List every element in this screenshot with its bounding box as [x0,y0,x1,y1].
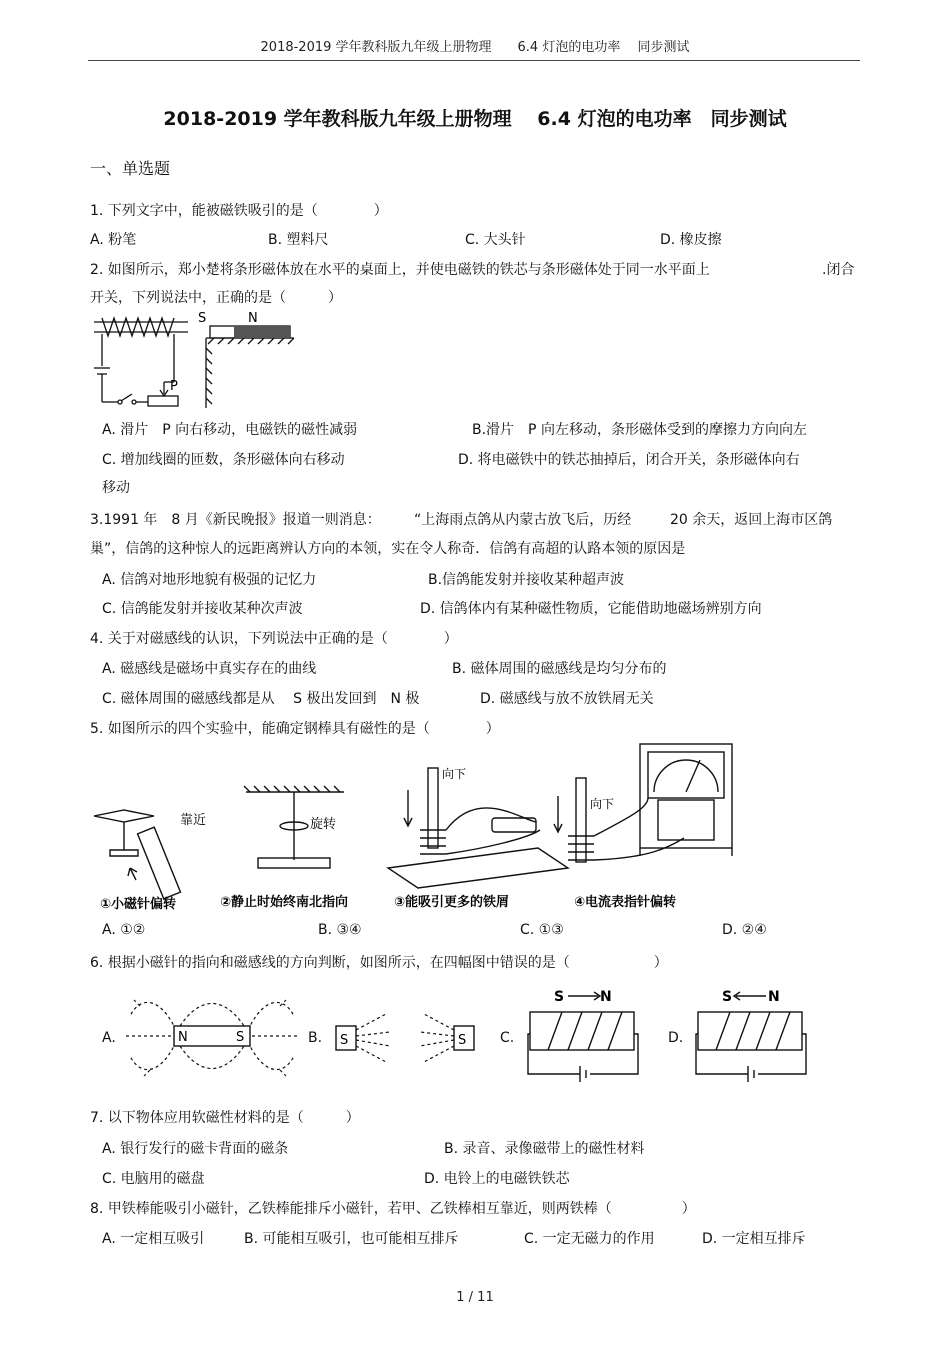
question-3-stem-part2: “上海雨点鸽从内蒙古放飞后，历经 [414,512,632,528]
q5-option-c: C. ①③ [520,922,564,938]
q6-option-a-label: A. [102,1030,116,1046]
q6c-n-label: N [600,989,612,1005]
question-3-stem-part3: 20 余天，返回上海市区鸽 [670,512,833,528]
q2-s-label: S [198,311,207,326]
question-6-stem: 6. 根据小磁针的指向和磁感线的方向判断，如图所示，在四幅图中错误的是（ ） [90,955,668,971]
q6b-s1-label: S [340,1033,349,1048]
question-1-stem: 1. 下列文字中，能被磁铁吸引的是（ ） [90,203,388,219]
question-2-stem-line1: 2. 如图所示，郑小楚将条形磁体放在水平的桌面上，并使电磁铁的铁芯与条形磁体处于同一水平面上 [90,262,710,278]
q6d-n-label: N [768,989,780,1005]
q1-option-c: C. 大头针 [465,232,526,248]
q6-figure-c [524,984,644,1088]
section-heading: 一、单选题 [90,159,171,178]
q5-option-a: A. ①② [102,922,146,938]
q5-option-d: D. ②④ [722,922,767,938]
q3-option-d: D. 信鸽体内有某种磁性物质，它能借助地磁场辨别方向 [420,601,762,617]
q6-option-c-label: C. [500,1030,515,1046]
question-5-stem: 5. 如图所示的四个实验中，能确定钢棒具有磁性的是（ ） [90,721,500,737]
q5-caption-2: ②静止时始终南北指向 [220,895,349,910]
q4-option-c: C. 磁体周围的磁感线都是从 S 极出发回到 N 极 [102,691,420,707]
q3-option-b: B.信鸽能发射并接收某种超声波 [428,572,625,588]
page-title: 2018-2019 学年教科版九年级上册物理 6.4 灯泡的电功率 同步测试 [163,108,787,130]
q7-option-a: A. 银行发行的磁卡背面的磁条 [102,1141,289,1157]
q6a-n-label: N [178,1030,188,1045]
q3-option-c: C. 信鸽能发射并接收某种次声波 [102,601,303,617]
q5-down2-label: 向下 [590,797,615,811]
question-4-stem: 4. 关于对磁感线的认识，下列说法中正确的是（ ） [90,631,458,647]
q5-down1-label: 向下 [442,767,467,781]
q2-option-d: D. 将电磁铁中的铁芯抽掉后，闭合开关，条形磁体向右 [458,452,800,468]
question-3-stem-line2: 巢”，信鸽的这种惊人的远距离辨认方向的本领，实在令人称奇．信鸽有高超的认路本领的原因是 [90,541,686,557]
q1-option-d: D. 橡皮擦 [660,232,722,248]
q7-option-c: C. 电脑用的磁盘 [102,1171,205,1187]
q6-figure-a [120,986,304,1086]
q5-option-b: B. ③④ [318,922,362,938]
q1-option-b: B. 塑料尺 [268,232,329,248]
q5-caption-1: ①小磁针偏转 [100,897,177,912]
q2-p-label: P [170,379,178,394]
q2-electromagnet-figure [88,308,300,412]
page-number: 1 / 11 [456,1290,494,1305]
q5-near-label: 靠近 [180,813,207,828]
header-divider [88,60,860,61]
q8-option-b: B. 可能相互吸引，也可能相互排斥 [244,1231,459,1247]
q6d-s-label: S [722,989,733,1005]
q5-rotate-label: 旋转 [310,817,337,832]
q6a-s-label: S [236,1030,245,1045]
q5-caption-3: ③能吸引更多的铁屑 [394,895,510,910]
q2-option-c: C. 增加线圈的匝数，条形磁体向右移动 [102,452,345,468]
q7-option-b: B. 录音、录像磁带上的磁性材料 [444,1141,645,1157]
q8-option-d: D. 一定相互排斥 [702,1231,806,1247]
q6-option-b-label: B. [308,1030,323,1046]
q7-option-d: D. 电铃上的电磁铁铁芯 [424,1171,570,1187]
q4-option-d: D. 磁感线与放不放铁屑无关 [480,691,654,707]
q8-option-c: C. 一定无磁力的作用 [524,1231,655,1247]
q6c-s-label: S [554,989,565,1005]
q8-option-a: A. 一定相互吸引 [102,1231,205,1247]
q3-option-a: A. 信鸽对地形地貌有极强的记忆力 [102,572,317,588]
page-header: 2018-2019 学年教科版九年级上册物理 6.4 灯泡的电功率 同步测试 [260,40,690,55]
q1-option-a: A. 粉笔 [90,232,137,248]
q2-n-label: N [248,311,258,326]
q6-option-d-label: D. [668,1030,684,1046]
q5-caption-4: ④电流表指针偏转 [574,895,677,910]
q6-figure-d [692,984,812,1088]
question-7-stem: 7. 以下物体应用软磁性材料的是（ ） [90,1110,360,1126]
q6-figure-b [330,990,480,1080]
q2-option-d-cont: 移动 [102,480,130,496]
q2-option-a: A. 滑片 P 向右移动，电磁铁的磁性减弱 [102,422,358,438]
q4-option-b: B. 磁体周围的磁感线是均匀分布的 [452,661,667,677]
question-2-stem-tail: .闭合 [822,262,855,278]
q2-option-b: B.滑片 P 向左移动，条形磁体受到的摩擦力方向向左 [472,422,807,438]
question-3-stem-part1: 3.1991 年 8 月《新民晚报》报道一则消息： [90,512,381,528]
question-2-stem-line2: 开关，下列说法中，正确的是（ ） [90,290,342,306]
q4-option-a: A. 磁感线是磁场中真实存在的曲线 [102,661,317,677]
q5-experiments-figure [88,738,748,918]
q6b-s2-label: S [458,1033,467,1048]
question-8-stem: 8. 甲铁棒能吸引小磁针，乙铁棒能排斥小磁针，若甲、乙铁棒相互靠近，则两铁棒（ ） [90,1201,696,1217]
